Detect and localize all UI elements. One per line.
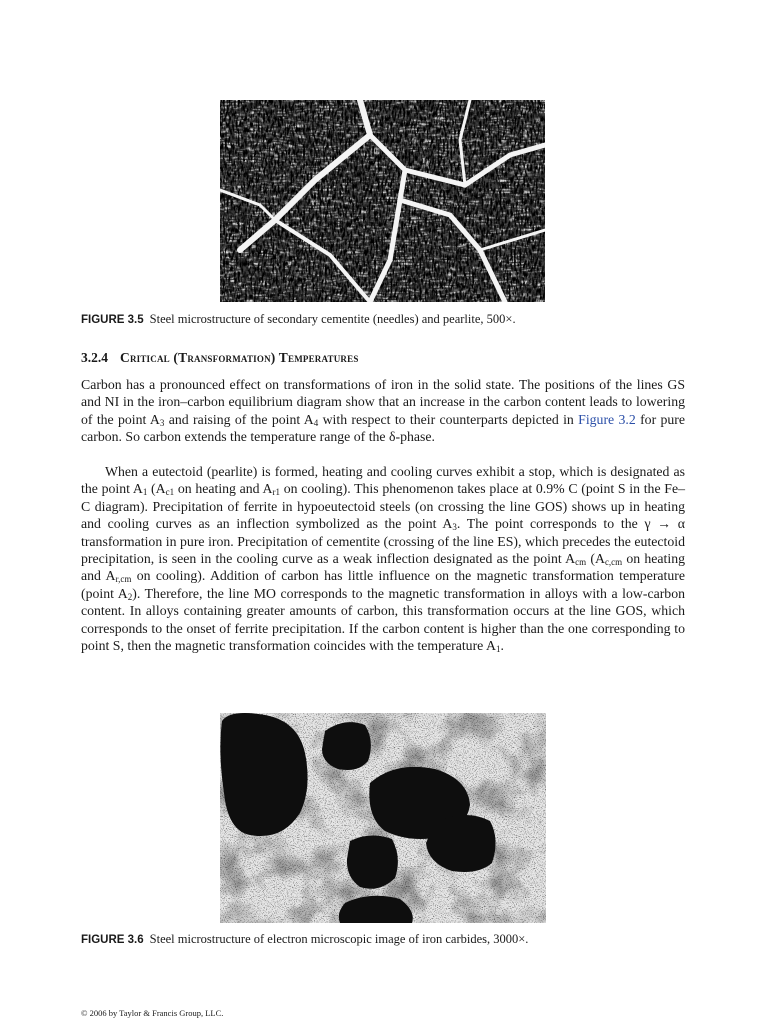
figure-3-5-micrograph — [220, 100, 545, 302]
cementite-pearlite-micrograph-image — [220, 100, 545, 302]
caption-text: Steel microstructure of secondary cementite (needles) and pearlite, 500×. — [149, 312, 516, 326]
figure-3-2-link[interactable]: Figure 3.2 — [578, 411, 636, 427]
iron-carbides-micrograph-image — [220, 713, 546, 923]
figure-3-5-caption — [81, 311, 691, 328]
section-title: Critical (Transformation) Temperatures — [120, 350, 359, 365]
figure-label: FIGURE 3.6 — [81, 934, 144, 946]
copyright-footer: © 2006 by Taylor & Francis Group, LLC. — [81, 1008, 224, 1018]
body-paragraph-2: When a eutectoid (pearlite) is formed, heating and cooling curves exhibit a stop, which is designated as the point $A_1$ ($A_{c1}$ on heating and $A_{r1}$ on cooling). This phenomenon takes place at 0.9% C (point S in the Fe–C diagram). Precipitation of ferrite in hypoeutectoid steels (on crossing the line GOS) shows up in heating and cooling curves as an inflection symbolized as the point $A_3$. The point corresponds to the γ → α transformation in pure iron. Precipitation of cementite (crossing of the line ES), which precedes the eutectoid precipitation, is seen in the cooling curve as a weak inflection designated as the point $A_{cm}$ ($A_{c,cm}$ on heating and $A_{r,cm}$ on cooling). Addition of carbon has little influence on the magnetic transformation temperature (point $A_2$). Therefore, the line MO corresponds to the magnetic transformation in alloys with a low-carbon content. In alloys containing greater amounts of carbon, this transformation occurs at the line GOS, which corresponds to the onset of ferrite precipitation. If the carbon content is higher than the one corresponding to point S, then the magnetic transformation coincides with the temperature $A_1$. — [81, 464, 686, 655]
section-number: 3.2.4 — [81, 350, 108, 365]
body-paragraph-1: Carbon has a pronounced effect on transformations of iron in the solid state. The positions of the lines GS and NI in the iron–carbon equilibrium diagram show that an increase in the carbon content leads to lowering of the point $A_3$ and raising of the point $A_4$ with respect to their counterparts depicted in Figure 3.2 for pure carbon. So carbon extends the temperature range of the δ-phase. — [81, 377, 686, 445]
figure-3-6-caption — [81, 931, 691, 948]
caption-text: Steel microstructure of electron microscopic image of iron carbides, 3000×. — [149, 932, 529, 946]
figure-label: FIGURE 3.5 — [81, 314, 144, 326]
figure-3-6-micrograph — [220, 713, 546, 923]
section-heading — [81, 349, 359, 367]
